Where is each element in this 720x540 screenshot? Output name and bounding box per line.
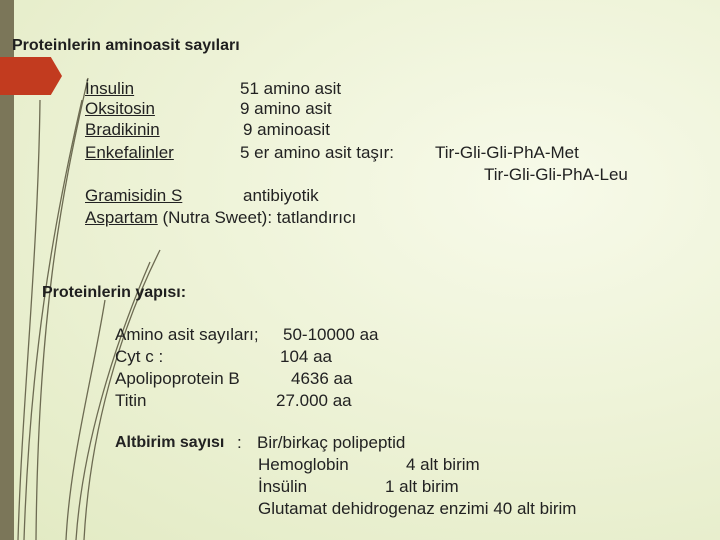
apolipoprotein-label: Apolipoprotein B: [115, 369, 240, 388]
cyt-c-label: Cyt c :: [115, 347, 164, 366]
titin-label: Titin: [115, 391, 147, 410]
oksitosin-label: Oksitosin: [85, 99, 155, 118]
section-title-structure: Proteinlerin yapısı:: [42, 284, 187, 301]
glutamat-label: Glutamat dehidrogenaz enzimi: [258, 499, 489, 518]
subunit-colon: :: [237, 433, 242, 452]
apolipoprotein-value: 4636 aa: [291, 369, 353, 388]
insulin-subunit-value: 1 alt birim: [385, 477, 459, 496]
bradikinin-label: Bradikinin: [85, 120, 160, 139]
glutamat-line: [258, 499, 576, 519]
glutamat-value: 40 alt birim: [493, 499, 577, 518]
subunit-description: Bir/birkaç polipeptid: [257, 433, 406, 452]
enkefalinler-value: 5 er amino asit taşır:: [240, 143, 395, 162]
insulin-subunit-label: İnsülin: [258, 477, 308, 496]
insulin-label: İnsulin: [85, 79, 135, 98]
aspartam-label: Aspartam: [85, 208, 158, 227]
enkefalin-sequence-2: Tir-Gli-Gli-PhA-Leu: [484, 165, 628, 184]
aspartam-description: (Nutra Sweet): tatlandırıcı: [162, 208, 357, 227]
aa-count-label: Amino asit sayıları;: [115, 325, 259, 344]
insulin-value: 51 amino asit: [240, 79, 342, 98]
hemoglobin-value: 4 alt birim: [406, 455, 480, 474]
cyt-c-value: 104 aa: [280, 347, 332, 366]
aspartam-line: [85, 208, 356, 228]
gramisidin-label: Gramisidin S: [85, 186, 183, 205]
page-title: Proteinlerin aminoasit sayıları: [12, 37, 240, 54]
subunit-label: Altbirim sayısı: [115, 434, 225, 451]
oksitosin-value: 9 amino asit: [240, 99, 332, 118]
hemoglobin-label: Hemoglobin: [258, 455, 349, 474]
deco-line-1: [36, 78, 88, 540]
enkefalinler-label: Enkefalinler: [85, 143, 174, 162]
deco-line-6: [66, 300, 105, 540]
gramisidin-value: antibiyotik: [243, 186, 319, 205]
enkefalin-sequence-1: Tir-Gli-Gli-PhA-Met: [435, 143, 579, 162]
aa-count-value: 50-10000 aa: [283, 325, 379, 344]
bradikinin-value: 9 aminoasit: [243, 120, 330, 139]
titin-value: 27.000 aa: [276, 391, 352, 410]
